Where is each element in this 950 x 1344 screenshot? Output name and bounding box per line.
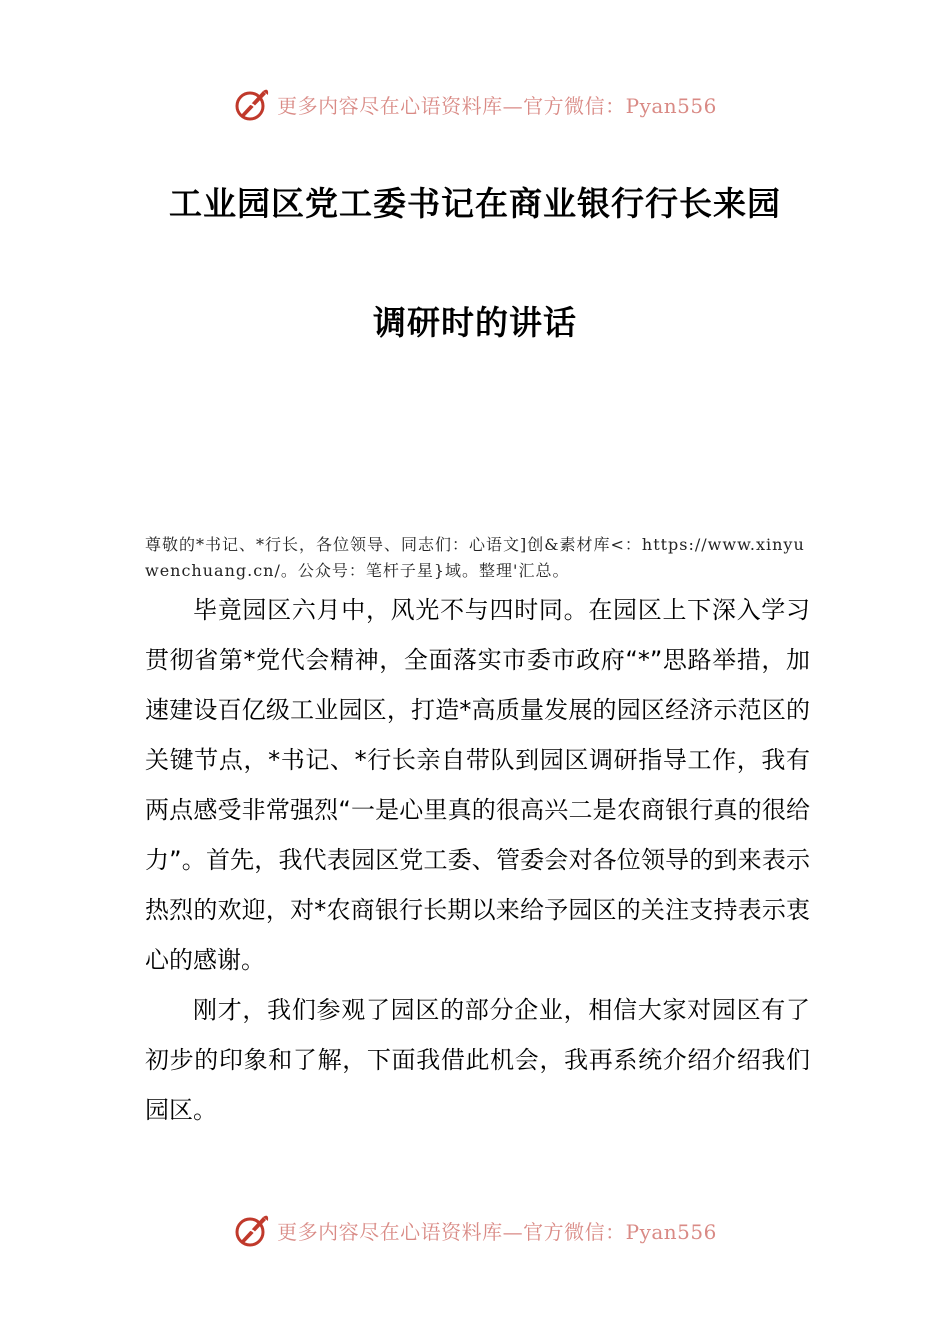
document-title-line-2: 调研时的讲话 xyxy=(373,303,577,342)
footer-banner-text: 更多内容尽在心语资料库—官方微信：Pyan556 xyxy=(277,1219,717,1244)
document-body xyxy=(145,585,810,1135)
header-banner-text: 更多内容尽在心语资料库—官方微信：Pyan556 xyxy=(277,93,717,118)
salutation: 尊敬的*书记、*行长，各位领导、同志们：心语文]创&素材库<：https://www.xinyuwenchuang.cn/。公众号：笔杆子星}域。整理'汇总。 xyxy=(145,535,805,580)
footer-banner xyxy=(0,1208,950,1252)
document-title-line-1: 工业园区党工委书记在商业银行行长来园 xyxy=(169,184,781,223)
body-paragraph-1: 毕竟园区六月中，风光不与四时同。在园区上下深入学习贯彻省第*党代会精神，全面落实市委市政府“*”思路举措，加速建设百亿级工业园区，打造*高质量发展的园区经济示范区的关键节点，*书记、*行长亲自带队到园区调研指导工作，我有两点感受非常强烈“一是心里真的很高兴二是农商银行真的很给力”。首先，我代表园区党工委、管委会对各位领导的到来表示热烈的欢迎，对*农商银行长期以来给予园区的关注支持表示衷心的感谢。 xyxy=(145,596,810,974)
header-banner xyxy=(0,82,950,126)
quill-seal-icon xyxy=(233,85,271,123)
quill-seal-icon xyxy=(233,1211,271,1249)
body-paragraph-2: 刚才，我们参观了园区的部分企业，相信大家对园区有了初步的印象和了解，下面我借此机会，我再系统介绍介绍我们园区。 xyxy=(145,996,810,1124)
